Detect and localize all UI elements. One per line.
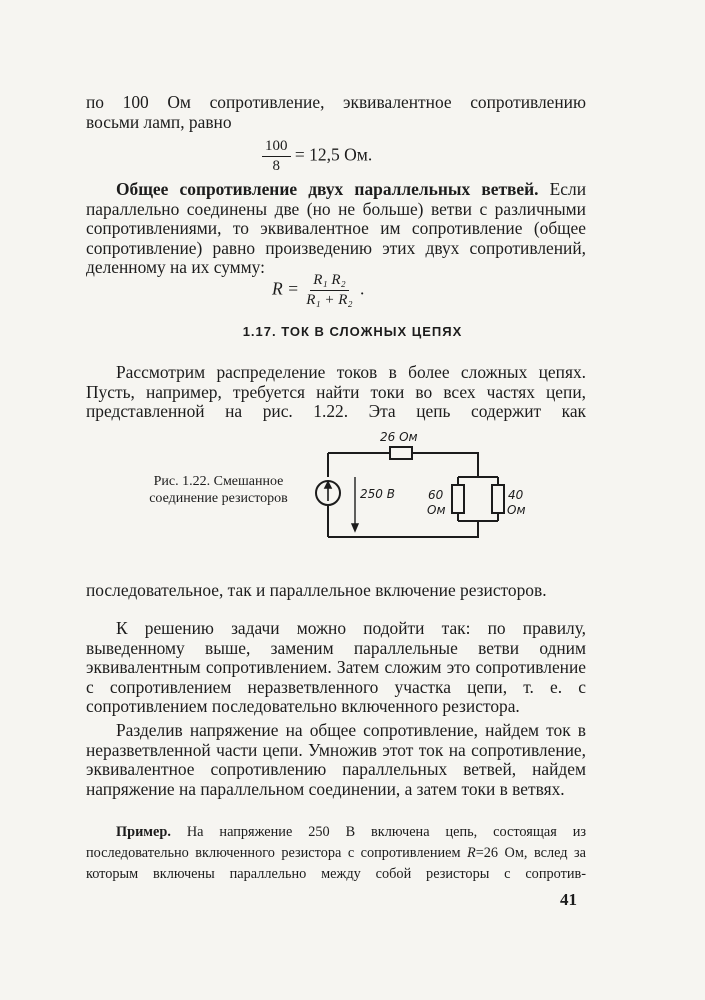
arrow-up-icon (325, 482, 331, 488)
wire (412, 453, 478, 477)
fraction-numerator: R₁ R₂ (310, 272, 349, 291)
resistor-60 (452, 485, 464, 513)
fraction (303, 272, 355, 309)
example-text-part2: =26 Ом, вслед за которым включены параллельно между собой резисторы с сопротив- (86, 845, 586, 882)
paragraph-continuation-line1: по 100 Ом сопротивление, эквивалентное сопротивлению (86, 92, 586, 112)
formula-lhs: R = (272, 278, 299, 299)
paragraph-text: Если параллельно соединены две (но не больше) ветви с различными сопротивлениями, то эквивалентное им сопротивление (общее сопротивление) равно произведению этих двух сопротивлений, деленному на их сумму: (86, 179, 586, 278)
formula-result: = 12,5 Ом. (294, 144, 373, 165)
wire (328, 521, 478, 537)
label-r2-unit: Ом (507, 503, 526, 517)
resistor-40 (492, 485, 504, 513)
paragraph-current-calculation: Разделив напряжение на общее сопротивление, найдем ток в неразветвленной части цепи. Умножив этот ток на сопротивление, эквивалентное сопротивлению параллельных ветвей, найдем напряжение на параллельном соединении, а затем токи в ветвях. (86, 720, 586, 799)
formula-end: . (360, 278, 365, 299)
section-title: 1.17. ТОК В СЛОЖНЫХ ЦЕПЯХ (242, 324, 463, 339)
label-r2-value: 40 (508, 488, 524, 502)
example-r-symbol: R (466, 845, 476, 861)
paragraph-parallel-branches (86, 180, 586, 278)
fraction-numerator: 100 (262, 138, 291, 157)
paragraph-continuation-line2: восьми ламп, равно (86, 112, 232, 132)
resistor-series (390, 447, 412, 459)
label-r1-unit: Ом (427, 503, 446, 517)
label-r1-value: 60 (428, 488, 444, 502)
paragraph-intro: Рассмотрим распределение токов в более сложных цепях. Пусть, например, требуется найти токи во всех частях цепи, представленной на рис. 1.22. Эта цепь содержит как (86, 362, 586, 422)
figure-caption: Рис. 1.22. Смешанное соединение резисторов (149, 474, 288, 506)
paragraph-solution-approach: К решению задачи можно подойти так: по правилу, выведенному выше, заменим параллельные ветви одним эквивалентным сопротивлением. Затем сложим это сопротивление с сопротивлением неразветвленного участка цепи, т. е. с сопротивлением последовательно включенного резистора. (86, 618, 586, 717)
example-lead: Пример. (116, 824, 171, 840)
paragraph-bold-lead: Общее сопротивление двух параллельных ветвей. (116, 179, 539, 199)
paragraph-connection-types: последовательное, так и параллельное включение резисторов. (86, 580, 547, 600)
label-source-voltage: 250 В (360, 487, 395, 501)
example-paragraph (86, 822, 586, 885)
fraction-denominator: R₁ + R₂ (306, 292, 353, 308)
example-text-part1: На напряжение 250 В включена цепь, состоящая из последовательно включенного резистора с сопротивлением (86, 824, 586, 861)
arrow-down-icon (352, 524, 358, 531)
formula-equivalent-resistance (262, 138, 372, 175)
label-series-resistor: 26 Ом (380, 430, 418, 444)
page-number: 41 (560, 890, 577, 909)
circuit-diagram (300, 425, 545, 550)
formula-parallel-resistance (272, 272, 364, 309)
fraction (262, 138, 291, 175)
fraction-denominator: 8 (272, 158, 280, 174)
